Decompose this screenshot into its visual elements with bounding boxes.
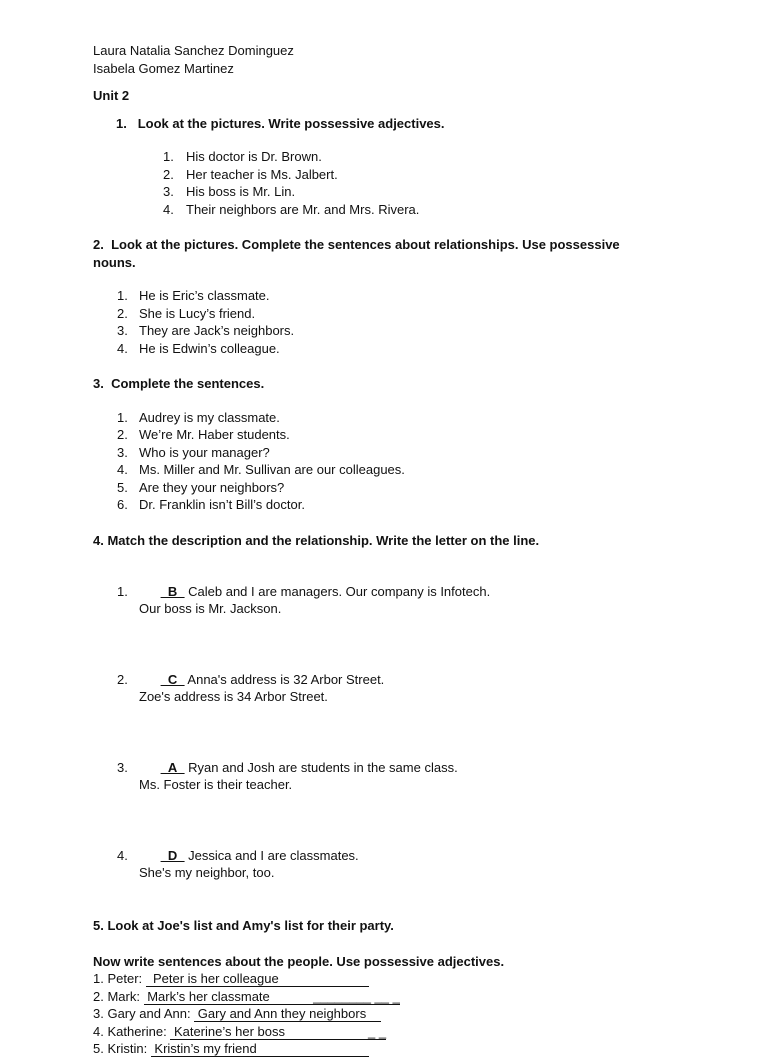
- list-item: 1. Audrey is my classmate.: [117, 409, 280, 425]
- list-item: 2. _C_ Anna's address is 32 Arbor Street. Zoe's address is 34 Arbor Street.: [117, 671, 385, 704]
- list-item: 5. Are they your neighbors?: [117, 479, 285, 495]
- q2-list: [93, 287, 713, 357]
- q5-list: [93, 970, 713, 1058]
- answer-field[interactable]: Kristin’s my friend: [150, 1041, 369, 1056]
- author-name-1: Laura Natalia Sanchez Dominguez: [93, 43, 294, 58]
- q3-heading: 3. Complete the sentences.: [93, 376, 265, 391]
- answer-field[interactable]: Katerine’s her boss _ _: [170, 1023, 387, 1039]
- list-item: 1. _B_ Caleb and I are managers. Our company is Infotech. Our boss is Mr. Jackson.: [117, 583, 491, 616]
- list-item: 2. We’re Mr. Haber students.: [117, 427, 290, 442]
- list-item: 4. Their neighbors are Mr. and Mrs. Rivera.: [163, 201, 420, 217]
- list-item: 3. Who is your manager?: [117, 444, 270, 460]
- list-item: 3. Gary and Ann: Gary and Ann they neighbors: [93, 1006, 381, 1021]
- list-item: 1. He is Eric’s classmate.: [117, 288, 270, 303]
- q1-number: 1.: [116, 115, 127, 131]
- answer-field[interactable]: Gary and Ann they neighbors: [194, 1006, 381, 1021]
- q2-heading-line2: nouns.: [93, 254, 136, 270]
- q3-list: [93, 409, 713, 514]
- list-item: 3. _A_ Ryan and Josh are students in the same class. Ms. Foster is their teacher.: [117, 759, 458, 792]
- q5-heading: 5. Look at Joe's list and Amy's list for their party.: [93, 918, 394, 933]
- list-item: 2. Her teacher is Ms. Jalbert.: [163, 166, 338, 182]
- q1-heading: [93, 115, 713, 133]
- list-item: 3. They are Jack’s neighbors.: [117, 323, 295, 338]
- list-item: 4. He is Edwin’s colleague.: [117, 340, 280, 356]
- unit-title: Unit 2: [93, 88, 130, 103]
- q4-list: [93, 565, 713, 899]
- answer-field[interactable]: Peter is her colleague: [145, 971, 370, 986]
- match-answer: _A_: [160, 759, 185, 775]
- match-answer: _D_: [160, 847, 185, 863]
- list-item: 4. Ms. Miller and Mr. Sullivan are our colleagues.: [117, 462, 405, 477]
- list-item: 2. She is Lucy’s friend.: [117, 305, 256, 321]
- q2-heading-line1: 2. Look at the pictures. Complete the sentences about relationships. Use possessive: [93, 237, 620, 252]
- worksheet-page: [93, 42, 713, 1058]
- list-item: 4. _D_ Jessica and I are classmates. She's my neighbor, too.: [117, 847, 359, 880]
- q4-heading: 4. Match the description and the relationship. Write the letter on the line.: [93, 532, 540, 548]
- q1-list: [93, 148, 713, 218]
- answer-field[interactable]: Mark’s her classmate ________ __ _: [143, 988, 400, 1004]
- match-answer: _B_: [160, 583, 185, 599]
- q1-heading-text: Look at the pictures. Write possessive adjectives.: [137, 115, 445, 131]
- list-item: 4. Katherine: Katerine’s her boss _ _: [93, 1023, 387, 1039]
- list-item: 3. His boss is Mr. Lin.: [163, 184, 296, 199]
- author-name-2: Isabela Gomez Martinez: [93, 60, 234, 76]
- list-item: 1. Peter: Peter is her colleague: [93, 971, 370, 986]
- q5-subheading: Now write sentences about the people. Use possessive adjectives.: [93, 953, 505, 969]
- list-item: 1. His doctor is Dr. Brown.: [163, 149, 322, 164]
- match-answer: _C_: [160, 671, 185, 687]
- list-item: 5. Kristin: Kristin’s my friend: [93, 1041, 369, 1056]
- list-item: 2. Mark: Mark’s her classmate ________ __ _: [93, 988, 400, 1004]
- list-item: 6. Dr. Franklin isn’t Bill’s doctor.: [117, 497, 305, 512]
